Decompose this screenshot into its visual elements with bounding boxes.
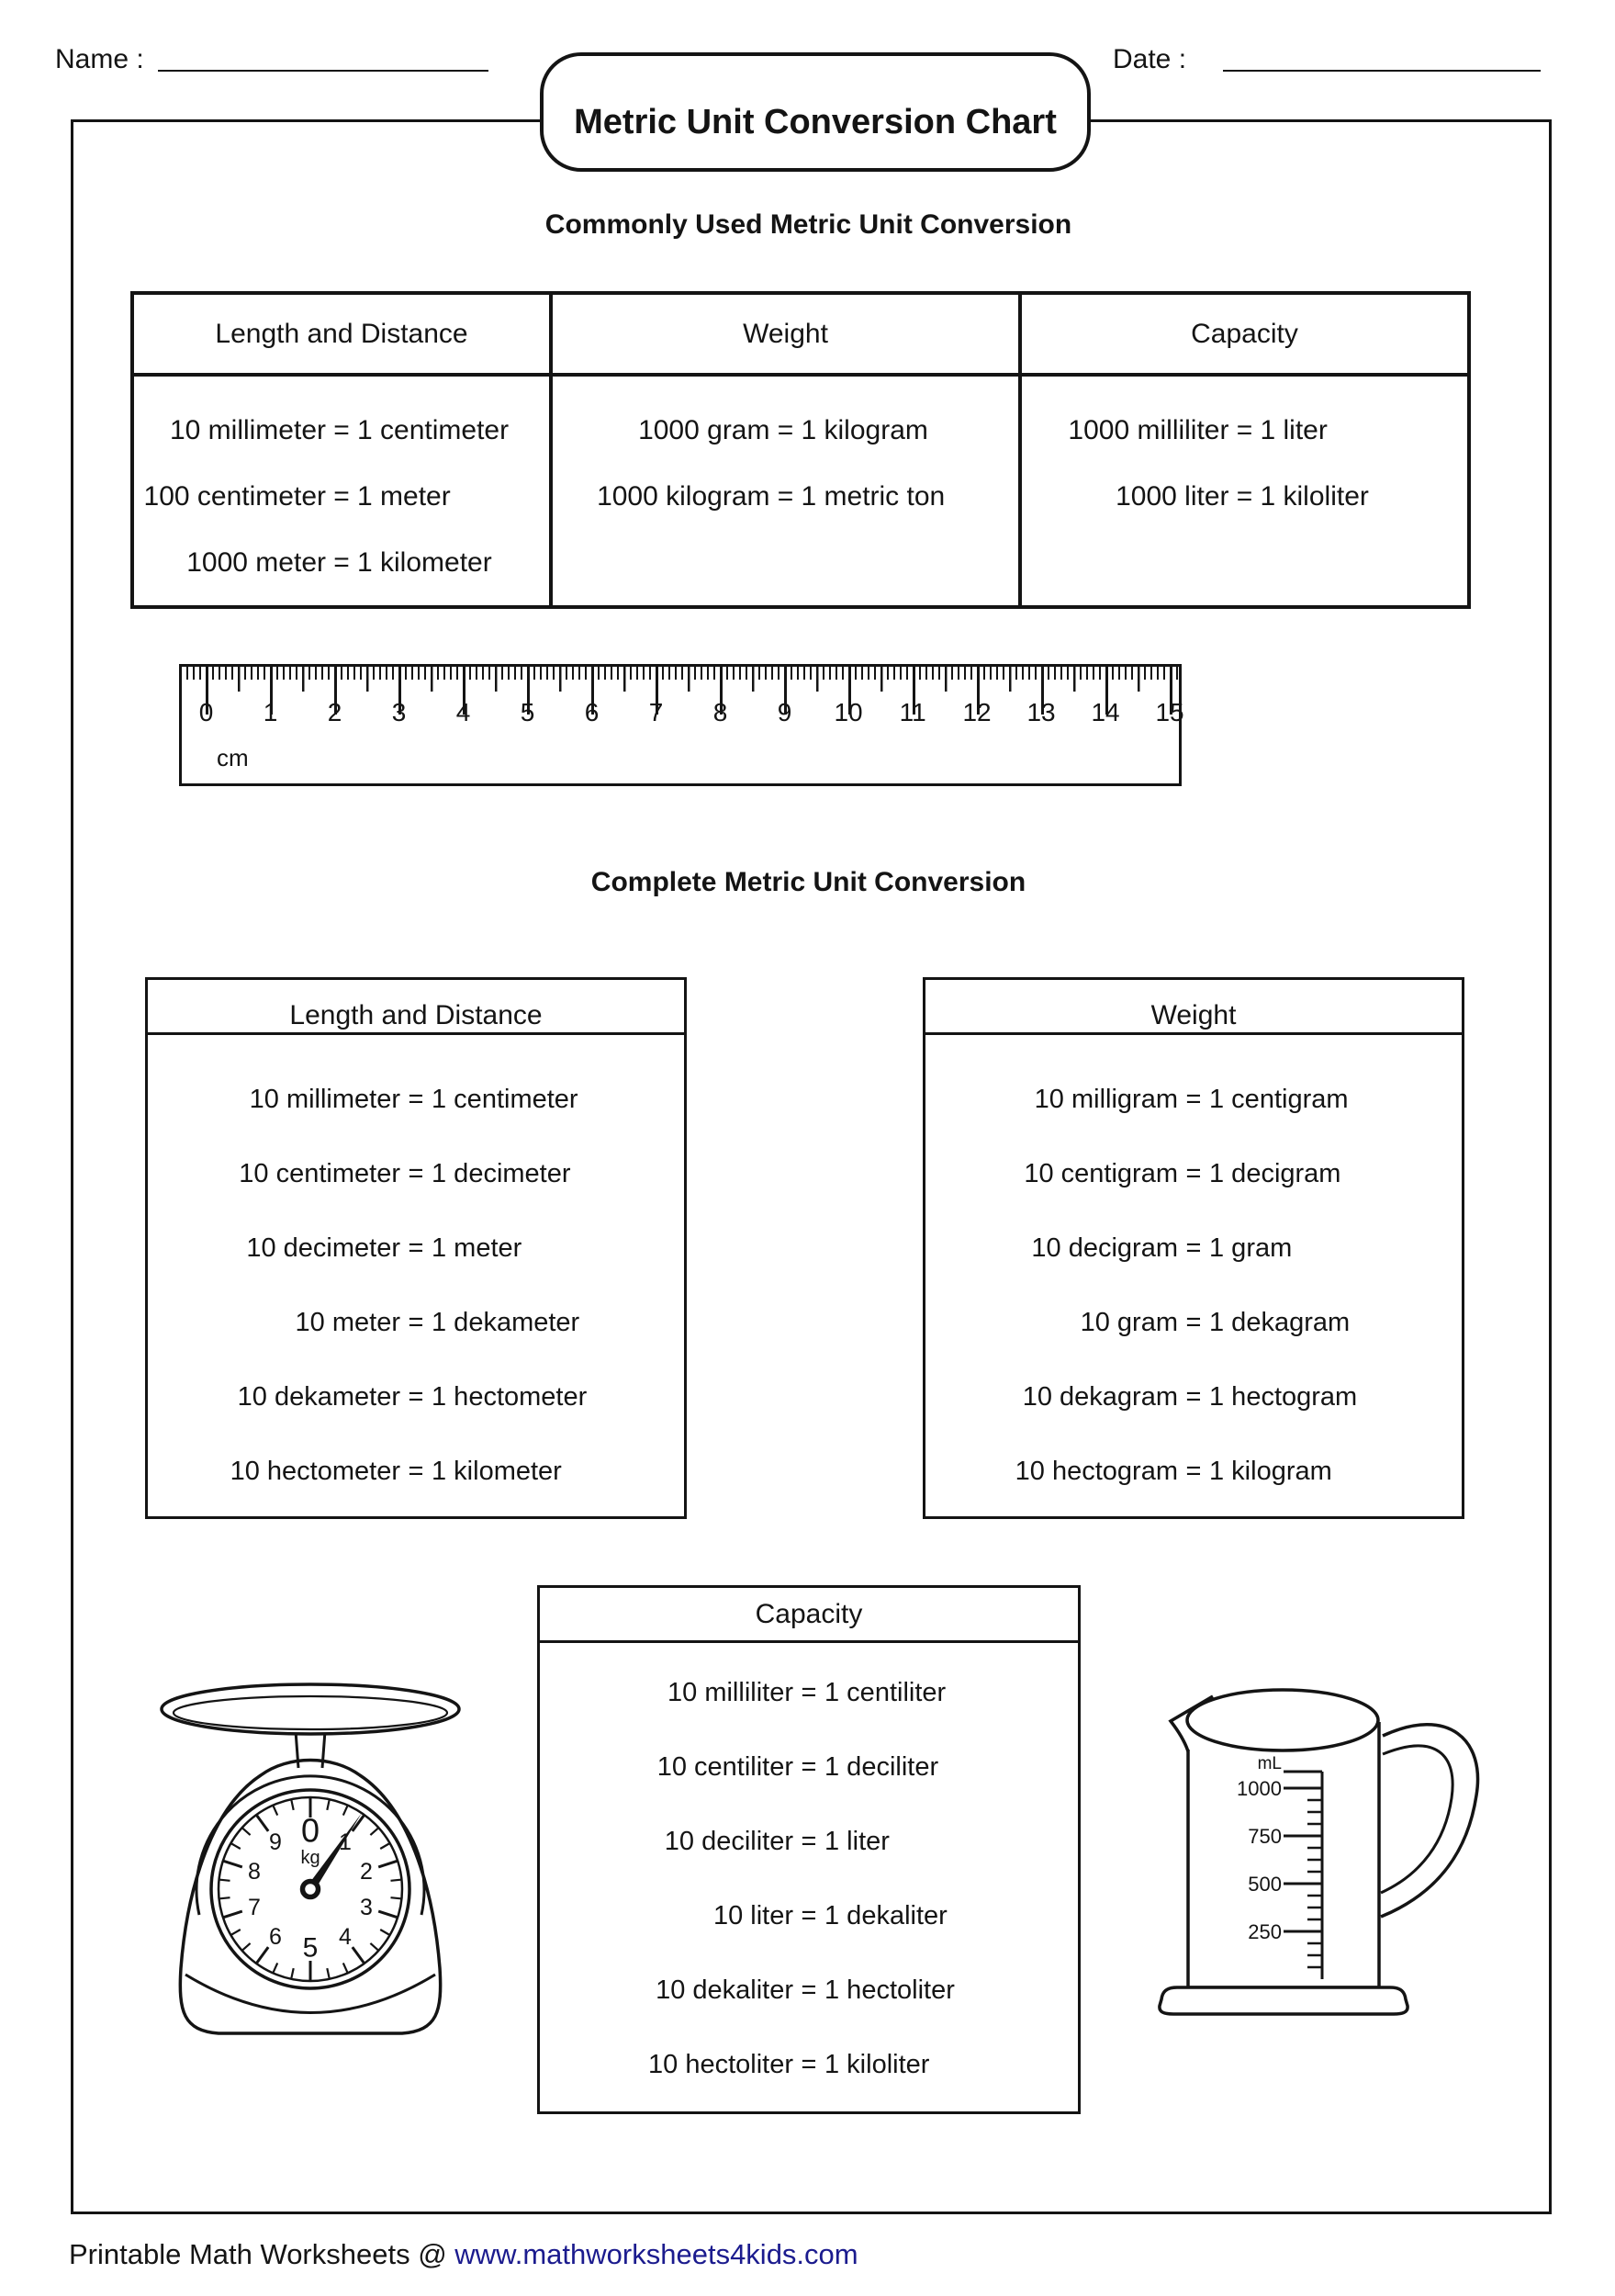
conversion-row	[925, 1450, 1462, 1492]
equals-sign: =	[333, 547, 350, 578]
conversion-rhs: 1 centiliter	[824, 1677, 947, 1707]
footer-link[interactable]: www.mathworksheets4kids.com	[454, 2238, 858, 2270]
equals-sign: =	[801, 1677, 817, 1707]
conversion-lhs: 10 dekagram	[1022, 1381, 1178, 1412]
conversion-lhs: 100 centimeter	[143, 481, 326, 512]
conversion-row	[540, 1820, 1078, 1863]
conversion-lhs: 10 dekaliter	[656, 1975, 793, 2005]
conversion-lhs: 10 hectogram	[1015, 1456, 1178, 1486]
equals-sign: =	[1185, 1084, 1202, 1114]
equals-sign: =	[333, 415, 350, 445]
conversion-rhs: 1 kilometer	[357, 547, 492, 578]
conversion-lhs: 1000 gram	[638, 415, 770, 445]
conversion-rhs: 1 kilogram	[801, 415, 928, 445]
ruler-number: 8	[712, 698, 728, 726]
footer	[69, 2238, 858, 2271]
equals-sign: =	[801, 1751, 817, 1782]
conversion-row	[1022, 476, 1467, 518]
equals-sign: =	[1185, 1232, 1202, 1263]
length-column-cell	[134, 377, 553, 605]
equals-sign: =	[777, 415, 794, 445]
conversion-row	[134, 476, 549, 518]
equals-sign: =	[408, 1084, 424, 1114]
conversion-row	[148, 1153, 684, 1195]
ruler-number: 2	[327, 698, 342, 726]
conversion-rhs: 1 decigram	[1209, 1158, 1341, 1188]
conversion-lhs: 10 gram	[1080, 1307, 1178, 1337]
equals-sign: =	[408, 1158, 424, 1188]
conversion-lhs: 10 millimeter	[169, 415, 326, 445]
ruler-unit-label: cm	[217, 744, 249, 771]
conversion-lhs: 10 liter	[712, 1900, 793, 1930]
weight-box	[923, 977, 1464, 1519]
conversion-lhs: 10 meter	[295, 1307, 400, 1337]
equals-sign: =	[408, 1381, 424, 1412]
conversion-rhs: 1 kiloliter	[824, 2049, 930, 2079]
jug-scale-label: 750	[1248, 1825, 1282, 1848]
equals-sign: =	[801, 1975, 817, 2005]
common-conversion-table	[130, 291, 1471, 609]
conversion-lhs: 10 milliliter	[667, 1677, 793, 1707]
conversion-lhs: 1000 milliliter	[1068, 415, 1229, 445]
equals-sign: =	[1185, 1381, 1202, 1412]
ruler-number: 14	[1091, 698, 1120, 726]
worksheet-title-box	[540, 52, 1091, 172]
conversion-rhs: 1 decimeter	[432, 1158, 571, 1188]
equals-sign: =	[408, 1456, 424, 1486]
conversion-row	[925, 1153, 1462, 1195]
worksheet-title: Metric Unit Conversion Chart	[574, 102, 1057, 141]
conversion-rhs: 1 hectoliter	[824, 1975, 955, 2005]
equals-sign: =	[777, 481, 794, 512]
conversion-row	[925, 1078, 1462, 1120]
column-header-capacity: Capacity	[1022, 295, 1467, 377]
conversion-row	[553, 476, 1018, 518]
ruler-number: 7	[648, 698, 664, 726]
conversion-lhs: 1000 meter	[186, 547, 326, 578]
ruler-number: 12	[962, 698, 992, 726]
conversion-lhs: 10 hectoliter	[648, 2049, 793, 2079]
conversion-row	[540, 1895, 1078, 1937]
conversion-row	[540, 2043, 1078, 2086]
length-box-header: Length and Distance	[148, 980, 684, 1035]
conversion-rhs: 1 hectometer	[432, 1381, 588, 1412]
ruler-number: 10	[834, 698, 863, 726]
capacity-box	[537, 1585, 1081, 2114]
dial-number: 2	[360, 1859, 373, 1885]
conversion-rhs: 1 kilogram	[1209, 1456, 1332, 1486]
conversion-lhs: 10 dekameter	[237, 1381, 400, 1412]
weight-box-header: Weight	[925, 980, 1462, 1035]
ruler-number: 5	[520, 698, 535, 726]
equals-sign: =	[408, 1232, 424, 1263]
dial-number: 6	[269, 1924, 282, 1950]
conversion-rhs: 1 centigram	[1209, 1084, 1349, 1114]
measuring-jug-image	[1146, 1649, 1513, 2053]
conversion-row	[148, 1227, 684, 1269]
conversion-rhs: 1 liter	[824, 1826, 890, 1856]
equals-sign: =	[333, 481, 350, 512]
conversion-rhs: 1 meter	[357, 481, 451, 512]
dial-number: 0	[300, 1811, 320, 1850]
conversion-lhs: 10 centigram	[1024, 1158, 1178, 1188]
equals-sign: =	[801, 2049, 817, 2079]
conversion-rhs: 1 kiloliter	[1260, 481, 1369, 512]
conversion-row	[134, 410, 549, 452]
weight-box-body	[925, 1035, 1462, 1492]
name-label: Name :	[55, 44, 144, 74]
ruler-number: 3	[391, 698, 407, 726]
conversion-rhs: 1 dekagram	[1209, 1307, 1351, 1337]
conversion-rhs: 1 hectogram	[1209, 1381, 1358, 1412]
dial-number: 3	[360, 1895, 373, 1920]
kitchen-scale-image	[101, 1649, 468, 2057]
jug-scale-label: 250	[1248, 1920, 1282, 1943]
conversion-row	[148, 1078, 684, 1120]
conversion-row	[134, 542, 549, 584]
length-distance-box	[145, 977, 687, 1519]
conversion-row	[540, 1746, 1078, 1788]
column-header-length: Length and Distance	[134, 295, 553, 377]
conversion-lhs: 10 decimeter	[246, 1232, 400, 1263]
ruler-number: 11	[899, 698, 926, 726]
conversion-rhs: 1 centimeter	[357, 415, 510, 445]
common-section-heading: Commonly Used Metric Unit Conversion	[544, 209, 1072, 240]
equals-sign: =	[1185, 1307, 1202, 1337]
ruler-number: 1	[263, 698, 278, 726]
dial-number: 4	[339, 1924, 352, 1950]
conversion-lhs: 10 centimeter	[239, 1158, 400, 1188]
conversion-row	[540, 1969, 1078, 2011]
equals-sign: =	[1236, 481, 1253, 512]
ruler-number: 6	[584, 698, 600, 726]
ruler-image	[179, 664, 1182, 786]
conversion-lhs: 10 deciliter	[664, 1826, 793, 1856]
complete-section-heading: Complete Metric Unit Conversion	[590, 867, 1026, 897]
length-box-body	[148, 1035, 684, 1492]
dial-hub	[303, 1882, 319, 1897]
conversion-lhs: 10 centiliter	[656, 1751, 793, 1782]
conversion-row	[148, 1450, 684, 1492]
conversion-rhs: 1 deciliter	[824, 1751, 939, 1782]
conversion-rhs: 1 meter	[432, 1232, 522, 1263]
conversion-row	[925, 1227, 1462, 1269]
equals-sign: =	[1185, 1158, 1202, 1188]
conversion-row	[925, 1301, 1462, 1344]
dial-number: 1	[339, 1829, 352, 1855]
conversion-rhs: 1 centimeter	[432, 1084, 578, 1114]
footer-text: Printable Math Worksheets @	[69, 2238, 455, 2270]
conversion-rhs: 1 dekaliter	[824, 1900, 948, 1930]
dial-number: 5	[302, 1932, 319, 1964]
dial-unit-label: kg	[300, 1848, 320, 1868]
conversion-lhs: 10 hectometer	[230, 1456, 400, 1486]
conversion-row	[925, 1376, 1462, 1418]
conversion-lhs: 1000 liter	[1116, 481, 1229, 512]
weight-column-cell	[553, 377, 1022, 605]
capacity-box-body	[540, 1643, 1078, 2086]
conversion-rhs: 1 metric ton	[801, 481, 946, 512]
conversion-lhs: 1000 kilogram	[597, 481, 770, 512]
ruler-number: 4	[455, 698, 471, 726]
ruler-number: 13	[1026, 698, 1056, 726]
conversion-lhs: 10 millimeter	[249, 1084, 400, 1114]
date-label: Date :	[1113, 44, 1187, 74]
equals-sign: =	[801, 1900, 817, 1930]
conversion-row	[1022, 410, 1467, 452]
name-field-line[interactable]	[158, 46, 488, 72]
conversion-rhs: 1 kilometer	[432, 1456, 562, 1486]
conversion-row	[540, 1671, 1078, 1714]
capacity-column-cell	[1022, 377, 1467, 605]
ruler-number: 9	[777, 698, 792, 726]
dial-number: 8	[248, 1859, 261, 1885]
equals-sign: =	[1236, 415, 1253, 445]
column-header-weight: Weight	[553, 295, 1022, 377]
jug-unit-label: mL	[1257, 1754, 1282, 1773]
equals-sign: =	[1185, 1456, 1202, 1486]
conversion-row	[553, 410, 1018, 452]
ruler-number: 15	[1155, 698, 1184, 726]
conversion-lhs: 10 milligram	[1034, 1084, 1178, 1114]
dial-number: 7	[248, 1895, 261, 1920]
jug-scale-label: 1000	[1237, 1777, 1282, 1800]
equals-sign: =	[408, 1307, 424, 1337]
dial-number: 9	[269, 1829, 282, 1855]
conversion-row	[148, 1376, 684, 1418]
conversion-rhs: 1 gram	[1209, 1232, 1293, 1263]
equals-sign: =	[801, 1826, 817, 1856]
capacity-box-header: Capacity	[540, 1588, 1078, 1643]
conversion-lhs: 10 decigram	[1031, 1232, 1178, 1263]
date-field-line[interactable]	[1223, 46, 1541, 72]
conversion-rhs: 1 dekameter	[432, 1307, 580, 1337]
ruler-number: 0	[198, 698, 214, 726]
jug-scale-label: 500	[1248, 1873, 1282, 1896]
conversion-row	[148, 1301, 684, 1344]
conversion-rhs: 1 liter	[1260, 415, 1328, 445]
